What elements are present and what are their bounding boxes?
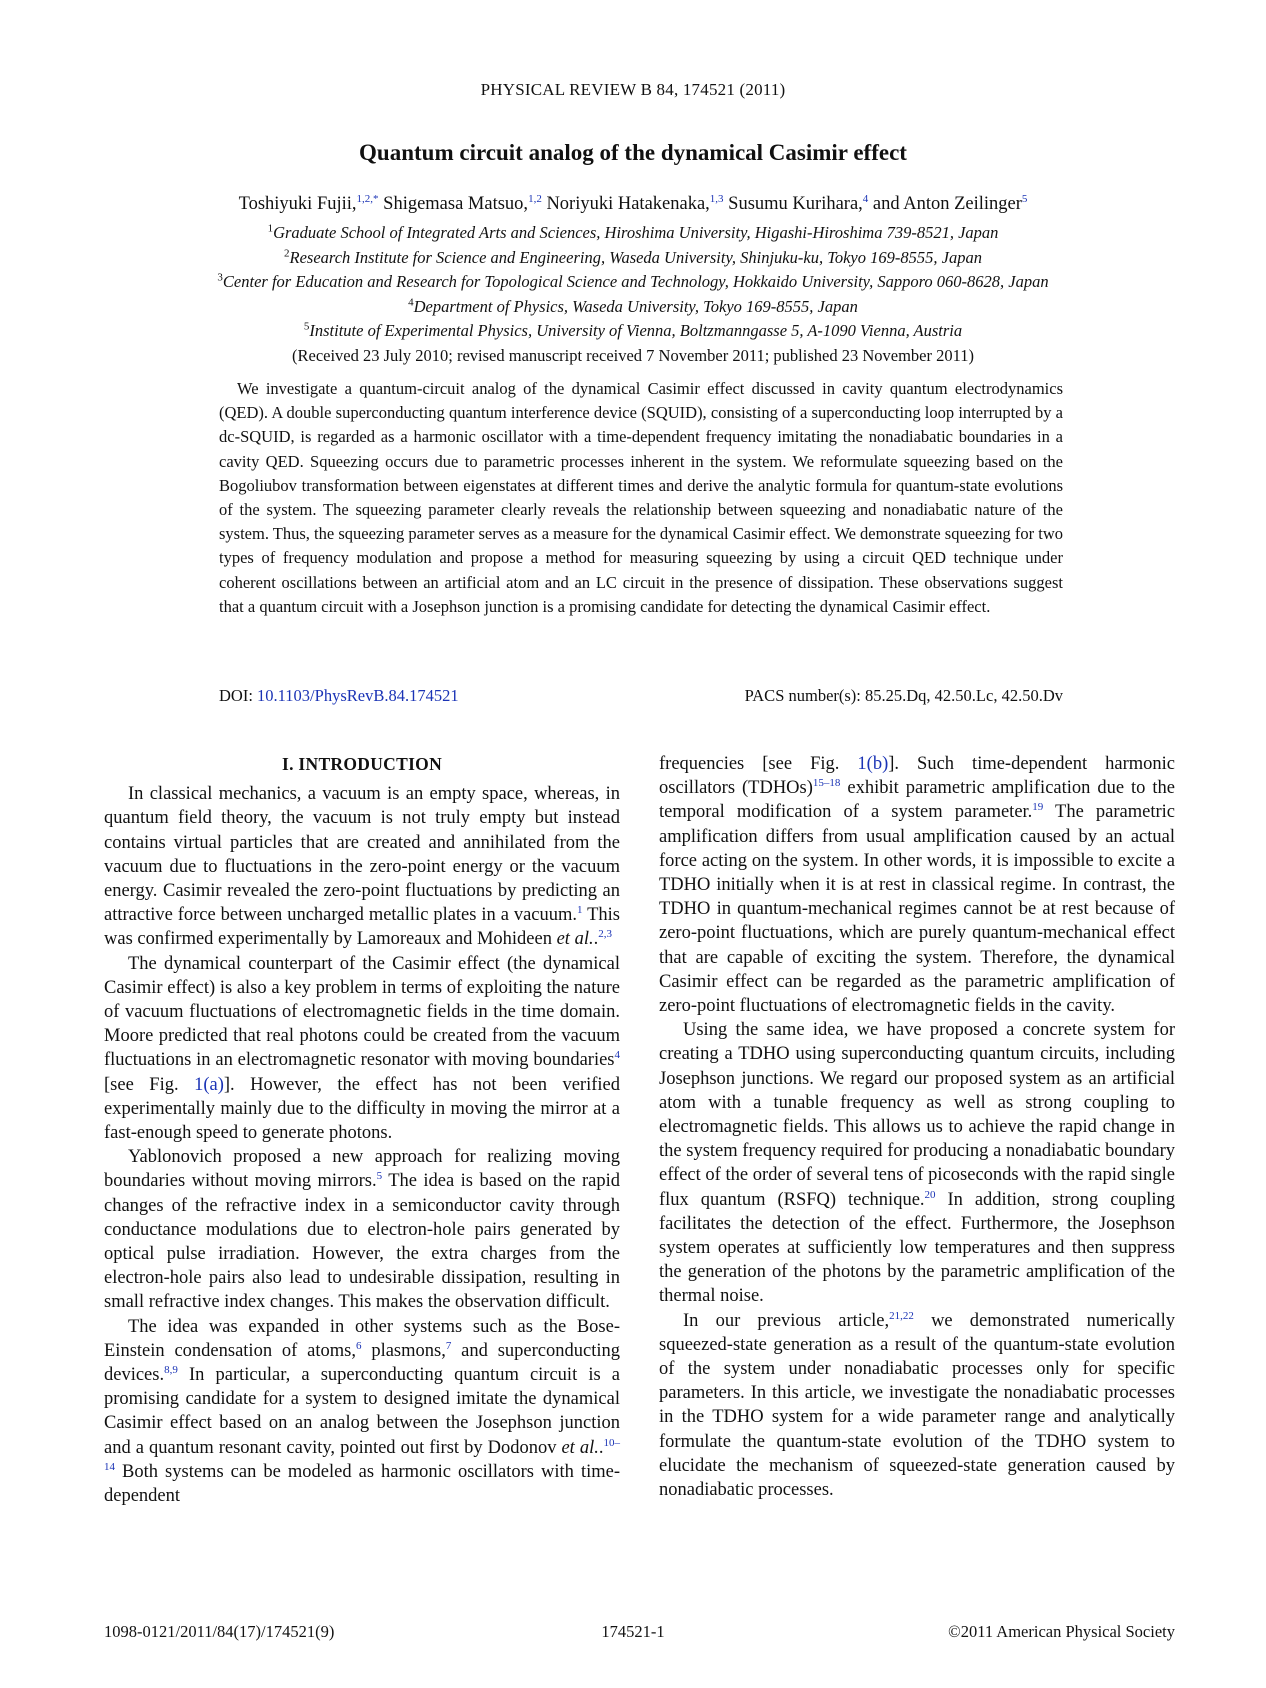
pacs-numbers: PACS number(s): 85.25.Dq, 42.50.Lc, 42.50.Dv <box>744 686 1063 705</box>
affiliation-number: 1 <box>267 222 274 235</box>
reference-link[interactable]: 21,22 <box>889 1309 914 1322</box>
affiliation <box>0 295 1266 320</box>
paper-title: Quantum circuit analog of the dynamical Casimir effect <box>359 140 907 165</box>
author-name: and Anton Zeilinger <box>872 194 1022 214</box>
paragraph <box>104 1145 620 1314</box>
author-list <box>0 194 1266 215</box>
reference-link[interactable]: 19 <box>1032 801 1044 814</box>
text-run: we demonstrated numerically squeezed-state generation as a result of the quantum-state evolution of the system under nonadiabatic processes only for specific parameters. In this article, we investigate the nonadiabatic processes in the TDHO system for a wide parameter range and analytically formulate the quantum-state evolution of the TDHO system to elucidate the mechanism of squeezed-state generation caused by nonadiabatic processes. <box>659 1310 1175 1501</box>
text-run: The dynamical counterpart of the Casimir effect (the dynamical Casimir effect) is also a key problem in terms of exploiting the nature of vacuum fluctuations of electromagnetic fields in the time domain. Moore predicted that real photons could be created from the vacuum fluctuations in an electromagnetic resonator with moving boundaries <box>104 953 620 1071</box>
author-name: Noriyuki Hatakenaka, <box>546 194 710 214</box>
author-affil-link[interactable]: 1,2,* <box>356 192 379 205</box>
text-run: Yablonovich proposed a new approach for realizing moving boundaries without moving mirrors. <box>104 1147 620 1192</box>
text-run: Both systems can be modeled as harmonic oscillators with time-dependent <box>104 1461 620 1507</box>
reference-link[interactable]: 10–14 <box>104 1436 620 1473</box>
text-run: exhibit parametric amplification due to the temporal modification of a system parameter. <box>659 778 1175 823</box>
text-run: [see Fig. <box>104 1074 195 1095</box>
footer-page-number: 174521-1 <box>601 1622 665 1641</box>
affiliation-number: 2 <box>284 247 290 259</box>
left-column <box>104 752 620 1508</box>
affiliation-text: Department of Physics, Waseda University, Tokyo 169-8555, Japan <box>413 296 858 316</box>
author-affil-link[interactable]: 1,2 <box>528 192 542 205</box>
journal-header: PHYSICAL REVIEW B 84, 174521 (2011) <box>480 80 786 99</box>
paragraph <box>659 1018 1175 1308</box>
text-run: In classical mechanics, a vacuum is an empty space, whereas, in quantum field theory, the vacuum is not truly empty but instead contains virtual particles that are created and annihilated from the vacuum due to fluctuations in the zero-point energy or the vacuum energy. Casimir revealed the zero-point fluctuations by predicting an attractive force between uncharged metallic plates in a vacuum. <box>104 784 620 926</box>
text-run: The idea was expanded in other systems such as the Bose-Einstein condensation of atoms, <box>104 1316 620 1361</box>
author-affil-link[interactable]: 5 <box>1021 192 1028 205</box>
text-run: et al. <box>561 1437 599 1458</box>
text-run: . <box>598 1437 604 1458</box>
affiliation-text: Center for Education and Research for Topological Science and Technology, Hokkaido University, Sapporo 060-8628, Japan <box>222 272 1049 291</box>
paragraph <box>104 1315 620 1509</box>
affiliation <box>0 319 1266 344</box>
affiliation-text: Research Institute for Science and Engineering, Waseda University, Shinjuku-ku, Tokyo 169-8555, Japan <box>289 247 982 267</box>
affiliation-text: Institute of Experimental Physics, University of Vienna, Boltzmanngasse 5, A-1090 Vienna, Austria <box>309 321 963 340</box>
affiliation <box>0 221 1266 246</box>
right-column <box>659 752 1175 1502</box>
affiliation-number: 3 <box>217 271 223 284</box>
text-run: The idea is based on the rapid changes of the refractive index in a semiconductor cavity through conductance modulations due to electron-hole pairs generated by optical pulse irradiation. However, the extra charges from the electron-hole pairs also lead to undesirable dissipation, resulting in small refractive index changes. This makes the observation difficult. <box>104 1171 620 1313</box>
text-run: In addition, strong coupling facilitates the detection of the effect. Furthermore, the Josephson system operates at sufficiently low temperatures and then suppress the generation of the photons by the parametric amplification of the thermal noise. <box>659 1189 1175 1307</box>
text-run: ]. Such time-dependent harmonic oscillators (TDHOs) <box>659 754 1176 799</box>
affiliations <box>0 221 1266 368</box>
reference-link[interactable]: 2,3 <box>598 928 612 941</box>
text-run: ]. However, the effect has not been verified experimentally mainly due to the difficulty in moving the mirror at a fast-enough speed to generate photons. <box>104 1074 620 1144</box>
affiliation-number: 5 <box>303 320 310 333</box>
author-affil-link[interactable]: 4 <box>862 192 869 205</box>
reference-link[interactable]: 6 <box>355 1339 362 1352</box>
affiliation-number: 4 <box>408 296 414 308</box>
affiliation <box>0 270 1266 295</box>
received-dates: (Received 23 July 2010; revised manuscript received 7 November 2011; published 23 November 2011) <box>292 345 974 365</box>
text-run: . <box>593 929 599 950</box>
reference-link[interactable]: 15–18 <box>812 777 841 790</box>
text-run: The parametric amplification differs from usual amplification caused by an actual force acting on the system. In other words, it is impossible to excite a TDHO initially when it is at rest in classical regime. In contrast, the TDHO in quantum-mechanical regimes cannot be at rest because of zero-point fluctuations, which are purely quantum-mechanical effect that are capable of exciting the system. Therefore, the dynamical Casimir effect can be regarded as the parametric amplification of zero-point fluctuations of electromagnetic fields in the cavity. <box>659 802 1175 1017</box>
paragraph <box>659 1309 1175 1503</box>
text-run: Using the same idea, we have proposed a concrete system for creating a TDHO using superconducting quantum circuits, including Josephson junctions. We regard our proposed system as an artificial atom with a tunable frequency as well as strong coupling to electromagnetic fields. This allows us to achieve the rapid change in the system frequency required for producing a nonadiabatic boundary effect of the order of several tens of picoseconds with the rapid single flux quantum (RSFQ) technique. <box>659 1020 1175 1210</box>
abstract: We investigate a quantum-circuit analog of the dynamical Casimir effect discussed in cavity quantum electrodynamics (QED). A double superconducting quantum interference device (SQUID), consisting of a superconducting loop interrupted by a dc-SQUID, is regarded as a harmonic oscillator with a time-dependent frequency imitating the nonadiabatic boundaries in a cavity QED. Squeezing occurs due to parametric processes inherent in the system. We reformulate squeezing based on the Bogoliubov transformation between eigenstates at different times and derive the analytic formula for quantum-state evolutions of the system. The squeezing parameter clearly reveals the relationship between squeezing and nonadiabatic nature of the system. Thus, the squeezing parameter serves as a measure for the dynamical Casimir effect. We demonstrate squeezing for two types of frequency modulation and propose a method for measuring squeezing by using a circuit QED technique under coherent oscillations between an artificial atom and an LC circuit in the presence of dissipation. These observations suggest that a quantum circuit with a Josephson junction is a promising candidate for detecting the dynamical Casimir effect. <box>219 379 1064 616</box>
text-run: and superconducting devices. <box>104 1340 620 1386</box>
figure-link[interactable]: 1(a) <box>194 1074 224 1095</box>
footer-copyright: ©2011 American Physical Society <box>948 1622 1175 1641</box>
text-run: et al. <box>556 929 594 950</box>
author-name: Shigemasa Matsuo, <box>383 194 529 214</box>
reference-link[interactable]: 5 <box>376 1170 383 1183</box>
text-run: This was confirmed experimentally by Lamoreaux and Mohideen <box>104 905 620 950</box>
doi-line <box>219 686 459 706</box>
paragraph <box>104 952 620 1146</box>
reference-link[interactable]: 20 <box>924 1188 936 1201</box>
paragraph <box>104 782 620 951</box>
reference-link[interactable]: 1 <box>577 904 583 917</box>
affiliation <box>0 246 1266 271</box>
author-name: Toshiyuki Fujii, <box>238 194 357 214</box>
figure-link[interactable]: 1(b) <box>857 754 889 774</box>
doi-link[interactable]: 10.1103/PhysRevB.84.174521 <box>257 686 459 705</box>
doi-label: DOI: <box>219 686 253 705</box>
section-heading: I. INTRODUCTION <box>281 754 443 774</box>
author-affil-link[interactable]: 1,3 <box>709 192 724 205</box>
text-run: plasmons, <box>361 1340 446 1361</box>
text-run: frequencies [see Fig. <box>659 754 858 774</box>
text-run: In our previous article, <box>683 1310 890 1331</box>
author-name: Susumu Kurihara, <box>728 194 863 214</box>
reference-link[interactable]: 4 <box>614 1049 620 1062</box>
paragraph <box>659 752 1175 1018</box>
reference-link[interactable]: 7 <box>445 1339 452 1352</box>
text-run: In particular, a superconducting quantum circuit is a promising candidate for a system to designed imitate the dynamical Casimir effect based on an analog between the Josephson junction and a quantum resonant cavity, pointed out first by Dodonov <box>104 1365 620 1458</box>
footer-issn: 1098-0121/2011/84(17)/174521(9) <box>104 1622 335 1641</box>
reference-link[interactable]: 8,9 <box>164 1363 178 1376</box>
affiliation-text: Graduate School of Integrated Arts and Sciences, Hiroshima University, Higashi-Hiroshima 739-8521, Japan <box>273 223 999 242</box>
